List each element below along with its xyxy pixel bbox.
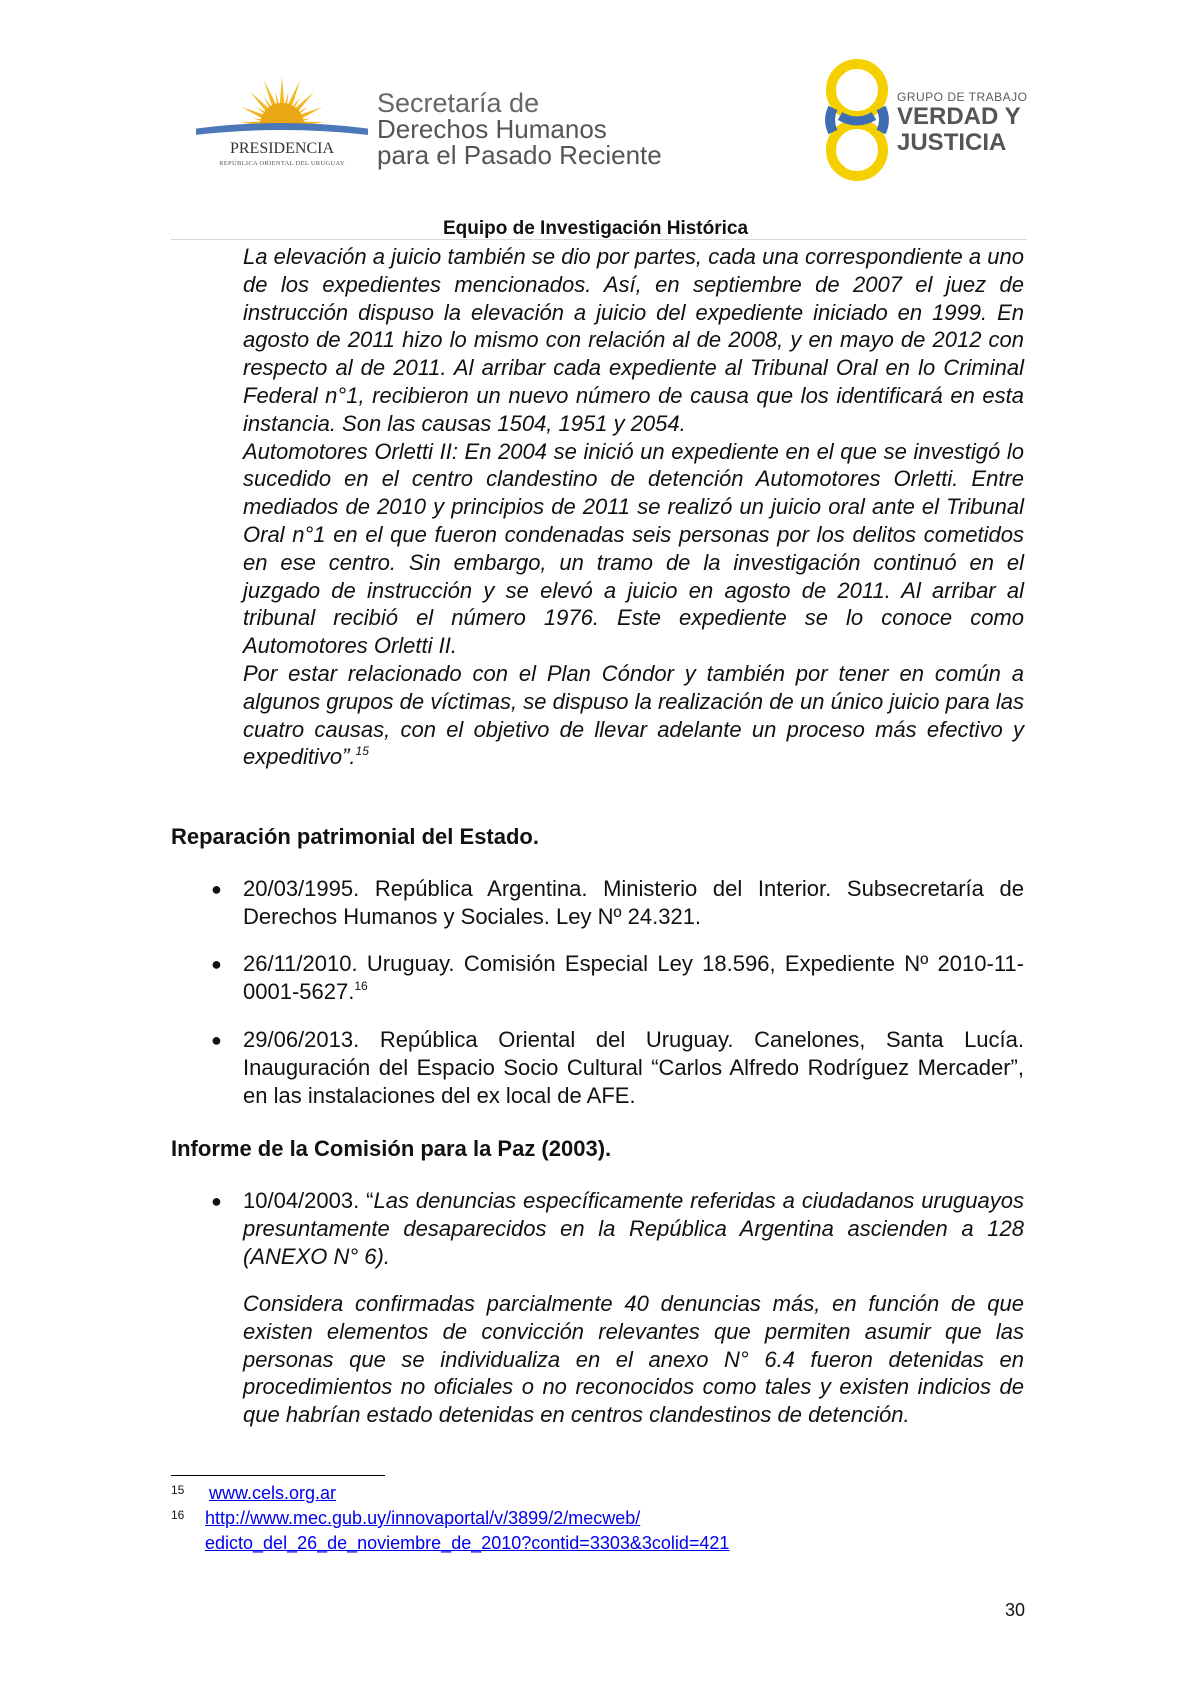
footnote-number: 15 [171,1483,185,1497]
list-item [211,950,1024,1006]
grupo-line-1: GRUPO DE TRABAJO [897,90,1028,104]
presidencia-logo [196,70,368,190]
quote-paragraph-1: La elevación a juicio también se dio por partes, cada una correspondiente a uno de los expedientes mencionados. Así, en septiembre de 2007 el juez de instrucción dispuso la elevación a juicio del expediente iniciado en 1999. En agosto de 2011 hizo lo mismo con relación al de 2008, y en mayo de 2012 con respecto al de 2011. Al arribar cada expediente al Tribunal Oral en lo Criminal Federal n°1, recibieron un nuevo número de causa que los identificará en esta instancia. Son las causas 1504, 1951 y 2054. [243,244,1024,436]
sun-emblem-icon [196,70,368,190]
list-item-text: 26/11/2010. Uruguay. Comisión Especial Ley 18.596, Expediente Nº 2010-11-0001-5627. [243,951,1024,1004]
footnote-link-continued[interactable]: edicto_del_26_de_noviembre_de_2010?contid=3303&3colid=421 [205,1533,730,1553]
list-item-date: 10/04/2003. “ [243,1188,374,1213]
page-number: 30 [1005,1600,1026,1620]
footnote-link[interactable]: www.cels.org.ar [209,1483,337,1503]
footnote-number: 16 [171,1508,185,1522]
secretaria-line-1: Secretaría de [377,88,540,118]
verdad-justicia-text [897,90,1027,156]
secretaria-line-2: Derechos Humanos [377,114,607,144]
quote-paragraph-3-text: Por estar relacionado con el Plan Cóndor y también por tener en común a algunos grupos de víctimas, se dispuso la realización de un único juicio para las cuatro causas, con el objetivo de llevar adelante un proceso más efectivo y expeditivo”. [243,660,1024,770]
comision-paragraph: Considera confirmadas parcialmente 40 denuncias más, en función de que existen elementos de convicción relevantes que permiten asumir que las personas que se individualiza en el anexo N° 6.4 fueron detenidas en procedimientos no oficiales o no reconocidos como tales y existen indicios de que habrían estado detenidas en centros clandestinos de detención. [243,1291,1024,1428]
footnote-divider [171,1475,385,1476]
bullet-icon: ● [211,1030,222,1050]
quote-block [243,243,1024,771]
secretaria-title [377,90,662,168]
list-item-text: 20/03/1995. República Argentina. Ministerio del Interior. Subsecretaría de Derechos Humanos y Sociales. Ley Nº 24.321. [243,876,1024,929]
bullet-icon: ● [211,1191,222,1211]
bullet-icon: ● [211,954,222,974]
presidencia-subtext: REPÚBLICA ORIENTAL DEL URUGUAY [219,160,345,167]
interlocked-rings-icon [820,56,895,184]
list-item [211,875,1024,931]
list-item [211,1187,1024,1271]
header-divider [171,239,1027,240]
grupo-line-2: VERDAD Y [897,103,1021,130]
section-heading-comision: Informe de la Comisión para la Paz (2003). [171,1136,612,1161]
quote-paragraph-3 [243,660,1024,771]
bullet-icon: ● [211,879,222,899]
section-heading-reparacion: Reparación patrimonial del Estado. [171,824,539,849]
list-item-text: Las denuncias específicamente referidas a ciudadanos uruguayos presuntamente desaparecidos en la República Argentina ascienden a 128 (ANEXO N° 6). [243,1188,1024,1269]
list-item-text: 29/06/2013. República Oriental del Uruguay. Canelones, Santa Lucía. Inauguración del Espacio Socio Cultural “Carlos Alfredo Rodríguez Mercader”, en las instalaciones del ex local de AFE. [243,1027,1024,1108]
footnote-ref-16[interactable]: 16 [354,979,368,993]
list-item [211,1026,1024,1110]
presidencia-text: PRESIDENCIA [229,140,334,157]
footnote-ref-15[interactable]: 15 [355,744,369,759]
secretaria-line-3: para el Pasado Reciente [377,140,662,170]
grupo-line-3: JUSTICIA [897,129,1007,156]
team-heading: Equipo de Investigación Histórica [442,218,749,239]
quote-paragraph-2: Automotores Orletti II: En 2004 se inició un expediente en el que se investigó lo sucedido en el centro clandestino de detención Automotores Orletti. Entre mediados de 2010 y principios de 2011 se realizó un juicio oral ante el Tribunal Oral n°1 en el que fueron condenadas seis personas por los delitos cometidos en ese centro. Sin embargo, un tramo de la investigación continuó en el juzgado de instrucción y se elevó a juicio en agosto de 2011. Al arribar al tribunal recibió el número 1976. Este expediente se lo conoce como Automotores Orletti II. [243,438,1024,659]
footnote-link[interactable]: http://www.mec.gub.uy/innovaportal/v/3899/2/mecweb/ [205,1508,641,1528]
